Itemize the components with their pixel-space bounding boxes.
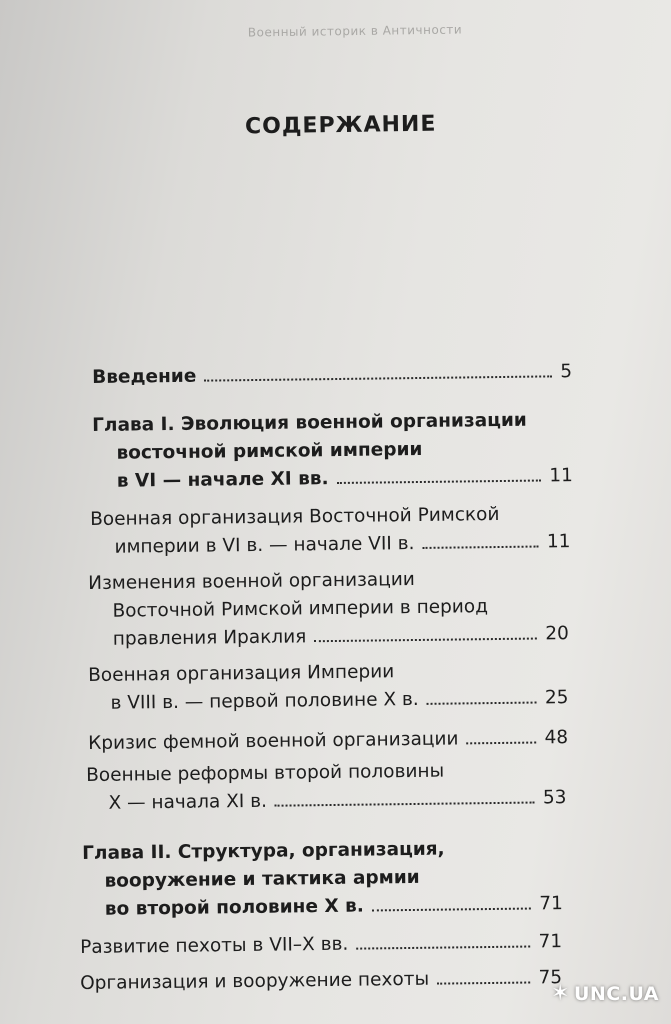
dot-leader — [467, 742, 537, 745]
toc-entry-title: X — начала XI в. — [108, 790, 268, 814]
running-head: Военный историк в Античности — [247, 22, 463, 40]
watermark-logo — [551, 981, 659, 1006]
toc-entry-title: правления Ираклия — [112, 626, 307, 650]
toc-entry-section[interactable] — [86, 756, 567, 818]
toc-page-number: 20 — [545, 623, 569, 645]
toc-page-number: 48 — [544, 727, 569, 749]
dot-leader — [204, 375, 552, 381]
toc-page-number: 75 — [538, 967, 563, 989]
page-title: СОДЕРЖАНИЕ — [244, 111, 437, 140]
toc-page-number: 71 — [539, 893, 563, 915]
toc-entry-chapter-2[interactable] — [82, 834, 563, 924]
toc-entry-section[interactable] — [90, 500, 571, 562]
dot-leader — [422, 546, 539, 549]
toc-entry-title: Глава I. Эволюция военной организации — [92, 409, 527, 436]
watermark-text: UNC.UA — [573, 983, 659, 1005]
toc-entry-title: вооружение и тактика армии — [104, 866, 420, 892]
dot-leader — [437, 981, 530, 984]
toc-entry-title: империи в VI в. — начале VII в. — [114, 533, 415, 558]
toc-entry-title: Военные реформы второй половины — [86, 760, 445, 786]
toc-entry-section[interactable] — [88, 724, 568, 758]
toc-entry-title: Изменения военной организации — [88, 569, 415, 594]
toc-entry-section[interactable] — [80, 964, 562, 998]
toc-entry-title: в VI — начале XI вв. — [116, 468, 329, 492]
toc-entry-title: Развитие пехоты в VII–X вв. — [80, 933, 349, 958]
toc-entry-title: Военная организация Восточной Римской — [90, 503, 500, 530]
dot-leader — [337, 480, 542, 485]
toc-page-number: 71 — [538, 931, 563, 953]
toc-entry-title: Военная организация Империи — [88, 661, 395, 686]
star-icon: ✶ — [551, 981, 570, 1006]
toc-page-number: 11 — [546, 531, 571, 553]
toc-entry-title: Кризис фемной военной организации — [88, 728, 459, 754]
toc-entry-title: Организация и вооружение пехоты — [80, 968, 430, 994]
dot-leader — [372, 908, 531, 912]
toc-entry-section[interactable] — [88, 564, 569, 654]
toc-entry-chapter-1[interactable] — [92, 406, 573, 496]
toc-page-number: 5 — [560, 361, 573, 383]
toc-page-number: 11 — [549, 465, 573, 487]
dot-leader — [275, 802, 535, 807]
dot-leader — [427, 702, 537, 705]
toc-entry-title: во второй половине X в. — [104, 895, 364, 920]
toc-entry-section[interactable] — [88, 656, 569, 718]
toc-page-number: 25 — [544, 687, 569, 709]
dot-leader — [356, 945, 530, 949]
toc-entry-introduction[interactable] — [92, 358, 572, 392]
toc-entry-title: Восточной Римской империи в период — [112, 596, 489, 622]
dot-leader — [314, 638, 537, 643]
toc-entry-title: в VIII в. — первой половине X в. — [110, 688, 419, 714]
toc-entry-title: восточной римской империи — [116, 438, 423, 464]
toc-entry-section[interactable] — [80, 928, 562, 962]
toc-entry-title: Глава II. Структура, организация, — [82, 838, 445, 864]
toc-page-number: 53 — [542, 787, 567, 809]
toc-entry-title: Введение — [92, 365, 197, 388]
